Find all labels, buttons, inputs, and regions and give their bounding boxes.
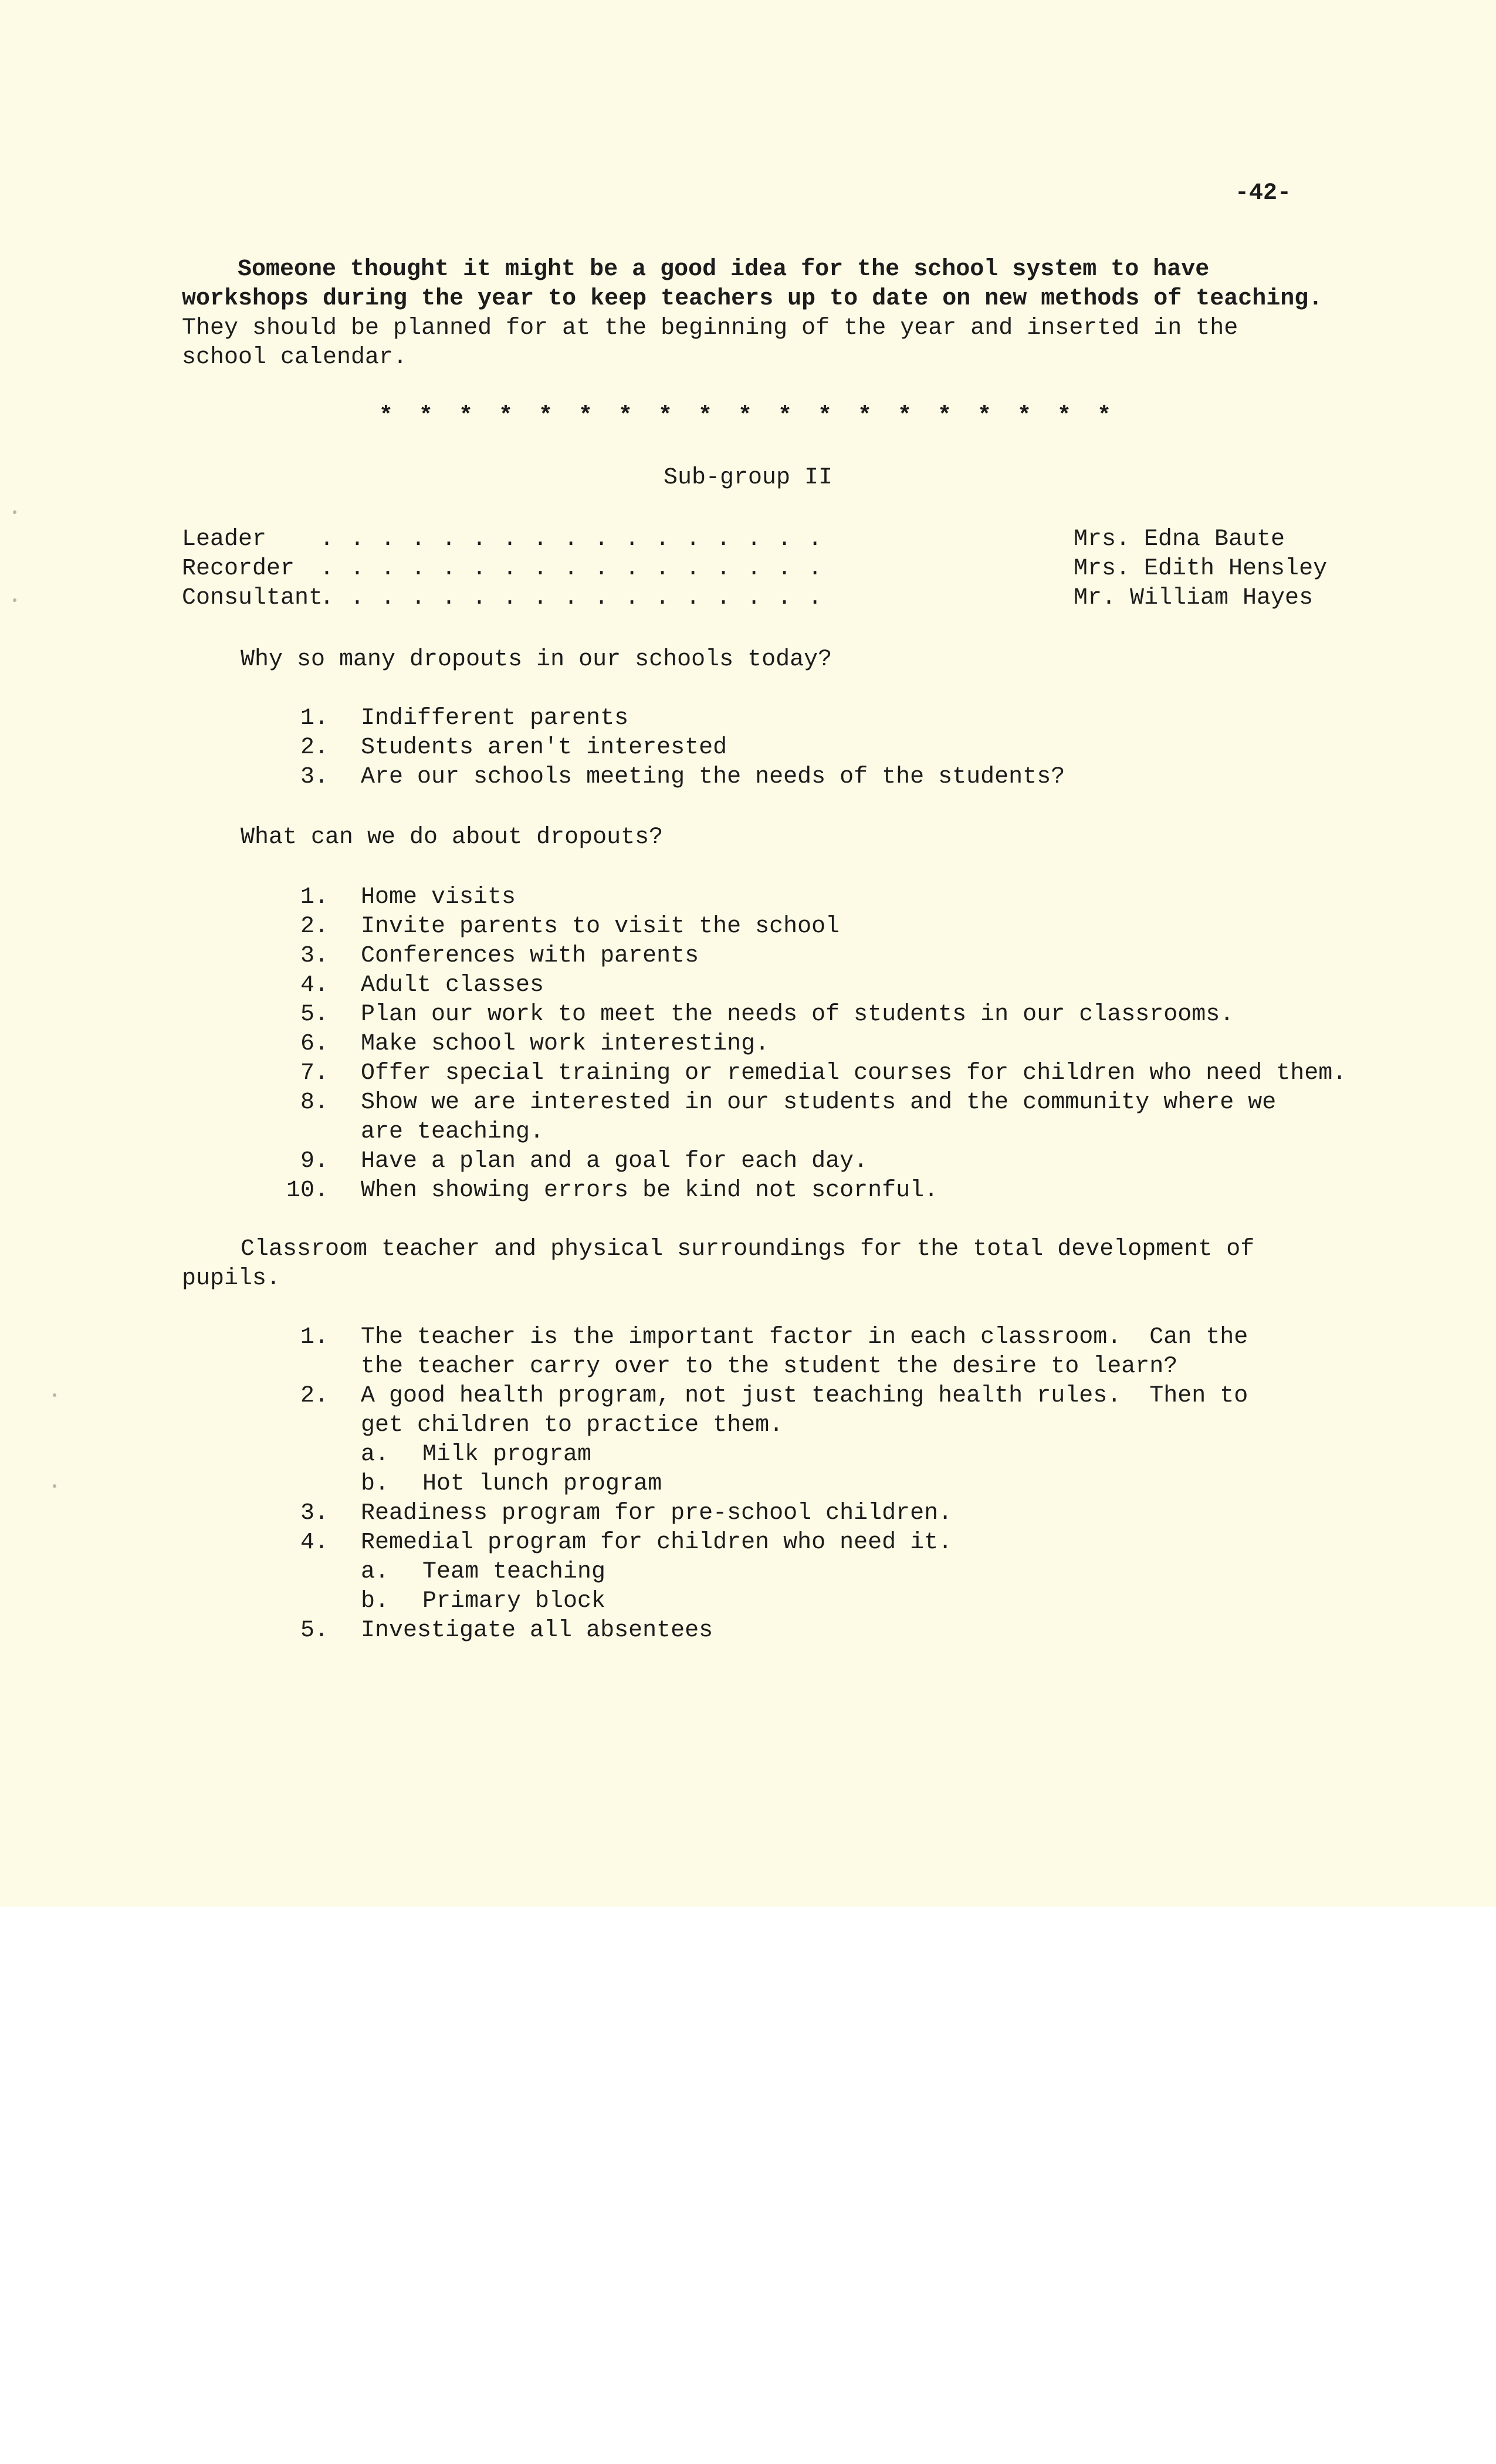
sub-list-item: Team teaching <box>422 1559 606 1585</box>
list-item: Make school work interesting. <box>361 1031 770 1057</box>
list-number: 4. <box>300 972 329 999</box>
list-number: 3. <box>300 1500 329 1527</box>
section-divider: * * * * * * * * * * * * * * * * * * * <box>378 403 1118 429</box>
intro-line-1: Someone thought it might be a good idea for the school system to have <box>238 256 1210 283</box>
list-item: Investigate all absentees <box>361 1617 713 1644</box>
sub-list-letter: b. <box>361 1471 390 1497</box>
list-item: Adult classes <box>361 972 544 999</box>
list-item: Have a plan and a goal for each day. <box>361 1148 868 1175</box>
list-number: 5. <box>300 1001 329 1028</box>
list-item: Students aren't interested <box>361 735 727 761</box>
list-item: Offer special training or remedial courses for children who need them. <box>361 1060 1347 1087</box>
question-what-to-do: What can we do about dropouts? <box>241 824 664 851</box>
intro-line-3: They should be planned for at the beginning of the year and inserted in the <box>182 315 1238 341</box>
list-number: 1. <box>300 705 329 732</box>
list-item: Home visits <box>361 884 516 911</box>
intro-line-4: school calendar. <box>182 344 408 371</box>
list-number: 9. <box>300 1148 329 1175</box>
role-name-leader: Mrs. Edna Baute <box>1074 526 1285 553</box>
list-number: 4. <box>300 1529 329 1556</box>
list-number: 2. <box>300 913 329 940</box>
paper-speck <box>53 1393 56 1397</box>
paper-speck <box>13 598 16 602</box>
role-name-consultant: Mr. William Hayes <box>1074 585 1314 611</box>
list-item-continuation: the teacher carry over to the student the desire to learn? <box>361 1353 1178 1380</box>
role-label-recorder: Recorder <box>182 556 295 582</box>
list-item: Indifferent parents <box>361 705 629 732</box>
section-heading-classroom: Classroom teacher and physical surroundings for the total development of <box>241 1236 1255 1263</box>
list-number: 2. <box>300 735 329 761</box>
list-number: 8. <box>300 1089 329 1116</box>
list-item-continuation: are teaching. <box>361 1119 544 1145</box>
role-label-consultant: Consultant <box>182 585 323 611</box>
role-dots: . . . . . . . . . . . . . . . . . <box>320 556 824 582</box>
role-label-leader: Leader <box>182 526 267 553</box>
list-item: When showing errors be kind not scornful. <box>361 1177 939 1204</box>
paper-speck <box>53 1484 56 1488</box>
sub-list-item: Primary block <box>422 1588 606 1615</box>
list-number: 7. <box>300 1060 329 1087</box>
list-number: 10. <box>286 1177 329 1204</box>
sub-list-letter: a. <box>361 1559 390 1585</box>
list-number: 1. <box>300 884 329 911</box>
list-number: 5. <box>300 1617 329 1644</box>
list-item: Readiness program for pre-school children. <box>361 1500 953 1527</box>
list-number: 2. <box>300 1383 329 1409</box>
sub-list-item: Milk program <box>422 1441 592 1468</box>
list-number: 3. <box>300 764 329 790</box>
intro-line-2: workshops during the year to keep teachers up to date on new methods of teaching. <box>182 286 1323 312</box>
list-item: The teacher is the important factor in each classroom. Can the <box>361 1324 1248 1351</box>
page-number: -42- <box>1235 180 1292 207</box>
sub-list-letter: b. <box>361 1588 390 1615</box>
list-item-continuation: get children to practice them. <box>361 1412 784 1439</box>
list-item: Conferences with parents <box>361 943 699 969</box>
sub-list-item: Hot lunch program <box>422 1471 662 1497</box>
role-dots: . . . . . . . . . . . . . . . . . <box>320 526 824 553</box>
section-heading-classroom-cont: pupils. <box>182 1265 281 1292</box>
role-dots: . . . . . . . . . . . . . . . . . <box>320 585 824 611</box>
sub-list-letter: a. <box>361 1441 390 1468</box>
question-why-dropouts: Why so many dropouts in our schools today? <box>241 647 832 673</box>
list-item: Invite parents to visit the school <box>361 913 840 940</box>
list-item: Remedial program for children who need it. <box>361 1529 953 1556</box>
list-item: A good health program, not just teaching health rules. Then to <box>361 1383 1248 1409</box>
list-item: Show we are interested in our students and the community where we <box>361 1089 1277 1116</box>
subgroup-title: Sub-group II <box>663 465 833 491</box>
paper-speck <box>13 510 16 514</box>
list-item: Plan our work to meet the needs of students in our classrooms. <box>361 1001 1234 1028</box>
list-item: Are our schools meeting the needs of the students? <box>361 764 1065 790</box>
list-number: 1. <box>300 1324 329 1351</box>
list-number: 6. <box>300 1031 329 1057</box>
role-name-recorder: Mrs. Edith Hensley <box>1074 556 1328 582</box>
list-number: 3. <box>300 943 329 969</box>
